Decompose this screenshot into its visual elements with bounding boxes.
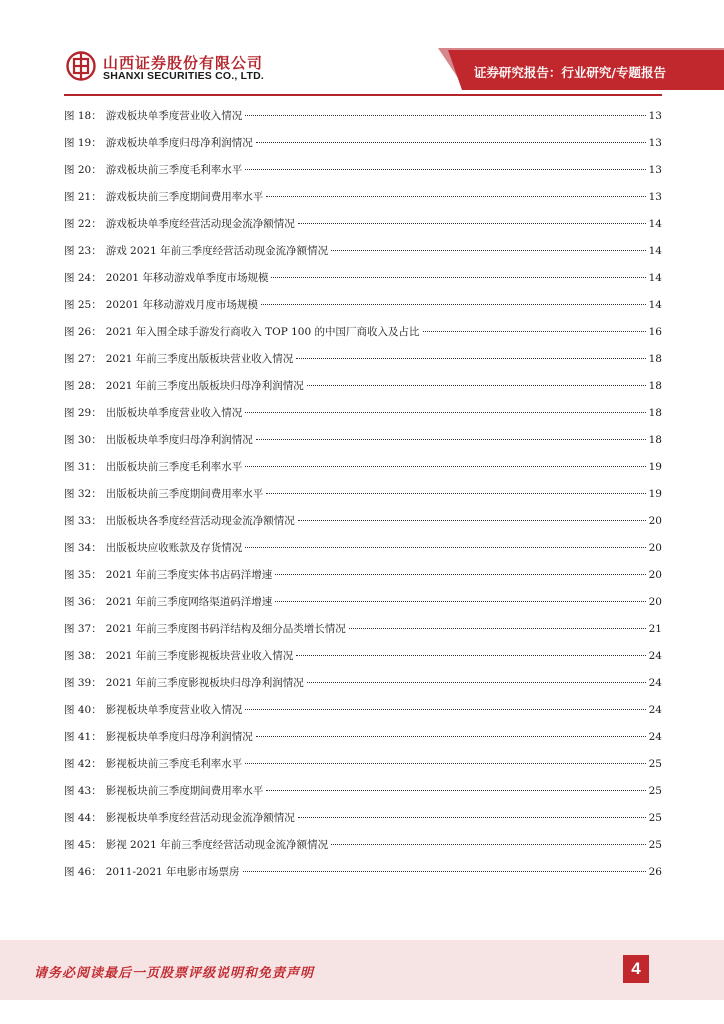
toc-entry[interactable] — [64, 103, 662, 130]
figure-page-number: 13 — [648, 110, 662, 122]
toc-entry[interactable] — [64, 427, 662, 454]
figure-title: 2021 年入围全球手游发行商收入 TOP 100 的中国厂商收入及占比 — [105, 326, 420, 338]
toc-entry[interactable] — [64, 670, 662, 697]
dot-leader — [243, 871, 646, 872]
dot-leader — [256, 736, 646, 737]
figure-number: 图 46： — [64, 866, 102, 878]
figure-page-number: 18 — [648, 380, 662, 392]
dot-leader — [307, 385, 646, 386]
toc-entry[interactable] — [64, 319, 662, 346]
figure-number: 图 26： — [64, 326, 102, 338]
dot-leader — [271, 277, 645, 278]
figure-title: 影视板块前三季度毛利率水平 — [105, 758, 243, 770]
dot-leader — [296, 358, 645, 359]
figure-number: 图 38： — [64, 650, 102, 662]
figure-number: 图 20： — [64, 164, 102, 176]
figure-page-number: 26 — [648, 866, 662, 878]
toc-entry[interactable] — [64, 238, 662, 265]
figure-title: 影视板块单季度归母净利润情况 — [105, 731, 253, 743]
dot-leader — [245, 412, 645, 413]
dot-leader — [245, 547, 645, 548]
figure-page-number: 18 — [648, 407, 662, 419]
toc-entry[interactable] — [64, 643, 662, 670]
company-logo-icon — [66, 51, 96, 81]
figure-title: 2021 年前三季度图书码洋结构及细分品类增长情况 — [105, 623, 346, 635]
figure-title: 出版板块应收账款及存货情况 — [105, 542, 243, 554]
figure-number: 图 41： — [64, 731, 102, 743]
disclaimer-notice: 请务必阅读最后一页股票评级说明和免责声明 — [34, 966, 315, 981]
figure-number: 图 31： — [64, 461, 102, 473]
figure-title: 20201 年移动游戏月度市场规模 — [105, 299, 258, 311]
toc-entry[interactable] — [64, 373, 662, 400]
dot-leader — [256, 142, 646, 143]
dot-leader — [331, 844, 646, 845]
figure-page-number: 18 — [648, 353, 662, 365]
figure-title: 出版板块各季度经营活动现金流净额情况 — [105, 515, 295, 527]
figure-page-number: 14 — [648, 218, 662, 230]
dot-leader — [275, 601, 645, 602]
page-footer — [0, 940, 724, 1024]
company-name-en: SHANXI SECURITIES CO., LTD. — [103, 70, 264, 82]
figure-list — [64, 103, 662, 886]
header-divider — [64, 94, 662, 96]
dot-leader — [261, 304, 646, 305]
figure-page-number: 20 — [648, 515, 662, 527]
toc-entry[interactable] — [64, 508, 662, 535]
dot-leader — [245, 709, 645, 710]
figure-page-number: 13 — [648, 164, 662, 176]
figure-title: 2021 年前三季度出版板块营业收入情况 — [105, 353, 294, 365]
figure-number: 图 37： — [64, 623, 102, 635]
figure-number: 图 30： — [64, 434, 102, 446]
figure-title: 游戏板块单季度归母净利润情况 — [105, 137, 253, 149]
figure-page-number: 14 — [648, 245, 662, 257]
figure-page-number: 24 — [648, 731, 662, 743]
dot-leader — [423, 331, 646, 332]
dot-leader — [298, 520, 646, 521]
toc-entry[interactable] — [64, 859, 662, 886]
figure-title: 2021 年前三季度实体书店码洋增速 — [105, 569, 273, 581]
toc-entry[interactable] — [64, 481, 662, 508]
toc-entry[interactable] — [64, 589, 662, 616]
dot-leader — [245, 115, 645, 116]
figure-number: 图 39： — [64, 677, 102, 689]
figure-title: 影视板块前三季度期间费用率水平 — [105, 785, 264, 797]
figure-title: 出版板块单季度营业收入情况 — [105, 407, 243, 419]
figure-title: 游戏 2021 年前三季度经营活动现金流净额情况 — [105, 245, 329, 257]
dot-leader — [349, 628, 646, 629]
figure-page-number: 19 — [648, 461, 662, 473]
figure-page-number: 25 — [648, 839, 662, 851]
figure-page-number: 13 — [648, 137, 662, 149]
company-name-cn: 山西证券股份有限公司 — [103, 54, 264, 72]
figure-number: 图 40： — [64, 704, 102, 716]
figure-page-number: 13 — [648, 191, 662, 203]
figure-title: 游戏板块单季度营业收入情况 — [105, 110, 243, 122]
toc-entry[interactable] — [64, 211, 662, 238]
toc-entry[interactable] — [64, 778, 662, 805]
report-type-label: 证券研究报告：行业研究/专题报告 — [473, 65, 666, 80]
figure-title: 游戏板块前三季度毛利率水平 — [105, 164, 243, 176]
figure-number: 图 18： — [64, 110, 102, 122]
figure-number: 图 36： — [64, 596, 102, 608]
figure-page-number: 18 — [648, 434, 662, 446]
toc-entry[interactable] — [64, 346, 662, 373]
figure-title: 2021 年前三季度影视板块营业收入情况 — [105, 650, 294, 662]
figure-number: 图 33： — [64, 515, 102, 527]
figure-page-number: 25 — [648, 812, 662, 824]
dot-leader — [256, 439, 646, 440]
figure-number: 图 25： — [64, 299, 102, 311]
dot-leader — [331, 250, 646, 251]
dot-leader — [307, 682, 646, 683]
figure-page-number: 25 — [648, 758, 662, 770]
figure-page-number: 24 — [648, 704, 662, 716]
figure-title: 2011-2021 年电影市场票房 — [105, 866, 240, 878]
dot-leader — [298, 223, 646, 224]
toc-entry[interactable] — [64, 562, 662, 589]
figure-title: 影视板块单季度营业收入情况 — [105, 704, 243, 716]
figure-page-number: 14 — [648, 272, 662, 284]
toc-entry[interactable] — [64, 184, 662, 211]
dot-leader — [275, 574, 645, 575]
figure-number: 图 22： — [64, 218, 102, 230]
figure-title: 出版板块前三季度毛利率水平 — [105, 461, 243, 473]
page-header — [0, 0, 724, 96]
toc-entry[interactable] — [64, 400, 662, 427]
figure-title: 20201 年移动游戏单季度市场规模 — [105, 272, 269, 284]
toc-entry[interactable] — [64, 724, 662, 751]
figure-number: 图 42： — [64, 758, 102, 770]
figure-number: 图 35： — [64, 569, 102, 581]
figure-page-number: 20 — [648, 596, 662, 608]
toc-entry[interactable] — [64, 805, 662, 832]
figure-number: 图 44： — [64, 812, 102, 824]
toc-entry[interactable] — [64, 697, 662, 724]
figure-page-number: 20 — [648, 569, 662, 581]
figure-number: 图 43： — [64, 785, 102, 797]
figure-page-number: 14 — [648, 299, 662, 311]
dot-leader — [245, 763, 645, 764]
toc-entry[interactable] — [64, 832, 662, 859]
figure-number: 图 27： — [64, 353, 102, 365]
figure-number: 图 32： — [64, 488, 102, 500]
figure-title: 影视 2021 年前三季度经营活动现金流净额情况 — [105, 839, 329, 851]
figure-number: 图 19： — [64, 137, 102, 149]
figure-page-number: 20 — [648, 542, 662, 554]
dot-leader — [296, 655, 645, 656]
figure-title: 2021 年前三季度出版板块归母净利润情况 — [105, 380, 304, 392]
figure-title: 游戏板块单季度经营活动现金流净额情况 — [105, 218, 295, 230]
figure-title: 出版板块前三季度期间费用率水平 — [105, 488, 264, 500]
figure-number: 图 34： — [64, 542, 102, 554]
figure-title: 2021 年前三季度影视板块归母净利润情况 — [105, 677, 304, 689]
figure-number: 图 23： — [64, 245, 102, 257]
figure-title: 出版板块单季度归母净利润情况 — [105, 434, 253, 446]
dot-leader — [245, 169, 645, 170]
figure-page-number: 24 — [648, 677, 662, 689]
dot-leader — [298, 817, 646, 818]
toc-entry[interactable] — [64, 616, 662, 643]
figure-title: 影视板块单季度经营活动现金流净额情况 — [105, 812, 295, 824]
dot-leader — [245, 466, 645, 467]
figure-page-number: 24 — [648, 650, 662, 662]
figure-page-number: 25 — [648, 785, 662, 797]
dot-leader — [266, 790, 645, 791]
dot-leader — [266, 493, 645, 494]
toc-entry[interactable] — [64, 157, 662, 184]
toc-entry[interactable] — [64, 751, 662, 778]
page-number: 4 — [623, 955, 649, 983]
toc-entry[interactable] — [64, 454, 662, 481]
figure-number: 图 29： — [64, 407, 102, 419]
figure-number: 图 45： — [64, 839, 102, 851]
figure-page-number: 21 — [648, 623, 662, 635]
figure-number: 图 28： — [64, 380, 102, 392]
figure-page-number: 19 — [648, 488, 662, 500]
dot-leader — [266, 196, 645, 197]
toc-entry[interactable] — [64, 130, 662, 157]
figure-number: 图 21： — [64, 191, 102, 203]
toc-entry[interactable] — [64, 265, 662, 292]
figure-title: 2021 年前三季度网络渠道码洋增速 — [105, 596, 273, 608]
figure-number: 图 24： — [64, 272, 102, 284]
figure-title: 游戏板块前三季度期间费用率水平 — [105, 191, 264, 203]
toc-entry[interactable] — [64, 535, 662, 562]
figure-page-number: 16 — [648, 326, 662, 338]
toc-entry[interactable] — [64, 292, 662, 319]
